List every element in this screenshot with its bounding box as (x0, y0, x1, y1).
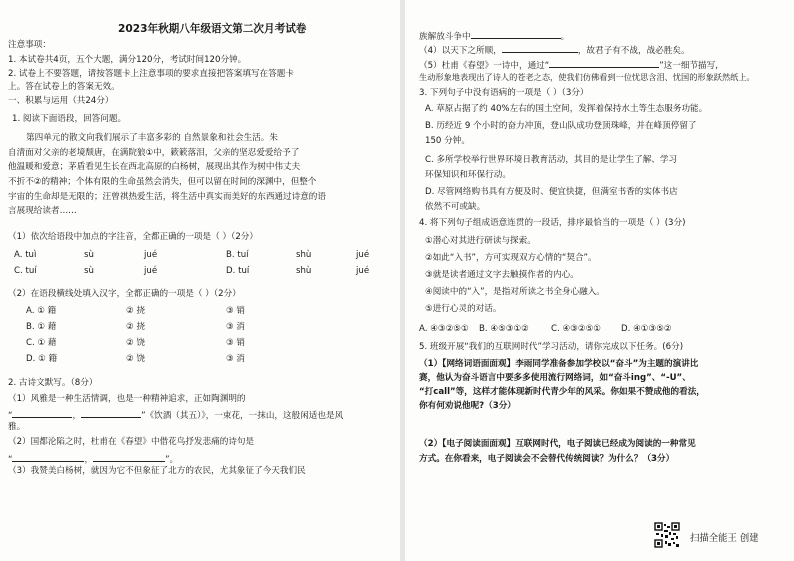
sub-question-2: （2）在语段横线处填入汉字，全都正确的一项是（ ）（2分） (8, 289, 241, 299)
scanner-watermark: 扫描全能王 创建 (690, 533, 759, 544)
q3-option-c-line-1: C. 多所学校举行世界环境日教育活动，其目的是让学生了解、学习 (425, 155, 678, 165)
passage-line-1: 第四单元的散文向我们展示了丰富多彩的 自然景象和社会生活。朱 (26, 133, 278, 143)
note-1: 1. 本试卷共4页，五个大题，满分120分，考试时间120分钟。 (8, 55, 247, 65)
recite-1-line-3: 雅。 (8, 422, 26, 432)
qr-code-icon (654, 522, 680, 548)
option-1b-2: jué (356, 250, 370, 260)
answer-blank (471, 29, 561, 39)
q5-task-1-line-4: 你有何劝说他呢?（3分） (419, 401, 516, 411)
option-2c-2: ③ 销 (226, 338, 246, 348)
option-2a-2: ③ 销 (226, 306, 246, 316)
q5-task-2-line-1: （2）【电子阅读面面观】互联网时代，电子阅读已经成为阅读的一种常见 (419, 439, 696, 449)
q4-sentence-5: ⑤进行心灵的对话。 (425, 304, 502, 314)
q3-option-c-line-2: 环保知识和环保行动。 (425, 170, 511, 180)
option-2a-0: A. ① 籍 (26, 306, 57, 316)
option-2d-0: D. ① 籍 (26, 354, 58, 364)
question-5: 5. 班级开展“我们的互联网时代”学习活动，请你完成以下任务。(6分) (419, 342, 684, 352)
q3-option-d-line-1: D. 尽管网络购书具有方便及时、便宜快捷，但满室书香的实体书店 (425, 187, 678, 197)
option-2d-2: ③ 消 (226, 354, 246, 364)
option-1a-1: sù (84, 250, 94, 260)
answer-blank (93, 452, 165, 462)
recite-4: （4）以天下之所顺， ，故君子有不战，战必胜矣。 (419, 43, 690, 57)
q5-task-2-line-2: 方式。在你看来，电子阅读会不会替代传统阅读？为什么？（3分） (419, 454, 675, 464)
q5-task-1-line-3: “打call”等，这样才能体现新时代青少年的风采。你如果不赞成他的看法， (419, 387, 705, 397)
option-1d-2: jué (356, 266, 370, 276)
option-1d-0: D. tuí (226, 266, 250, 276)
option-1d-1: shù (296, 266, 312, 276)
option-2b-1: ② 挠 (126, 322, 146, 332)
q3-option-b-line-1: B. 历经近 9 个小时的奋力冲顶，登山队成功登顶珠峰，并在峰顶停留了 (425, 121, 697, 131)
q4-sentence-3: ③就是读者通过文字去触摸作者的内心。 (425, 270, 579, 280)
section-1-heading: 一、积累与运用（共24分） (8, 96, 114, 106)
answer-blank (81, 408, 141, 418)
q4-sentence-4: ④阅读中的“入”，是指对所读之书全身心融入。 (425, 287, 605, 297)
option-2c-0: C. ① 藉 (26, 338, 57, 348)
passage-line-3: 他温暖和爱意；茅盾看见生长在西北高原的白杨树，展现出其作为树中伟丈夫 (8, 162, 301, 172)
recite-1-line-1: （1）风雅是一种生活情调，也是一种精神追求，正如陶渊明的 (8, 394, 246, 404)
recite-5-line-1: （5）杜甫《春望》一诗中，通过“ ”这一细节描写, (419, 58, 718, 72)
option-2b-2: ③ 消 (226, 322, 246, 332)
recite-2-line-2: “ ， ”。 (8, 452, 178, 466)
question-3: 3. 下列句子中没有语病的一项是（ ）（3分） (419, 88, 589, 98)
answer-blank (12, 408, 72, 418)
option-1c-0: C. tuí (14, 266, 37, 276)
answer-blank (12, 452, 84, 462)
option-1a-2: jué (144, 250, 158, 260)
q3-option-b-line-2: 150 分钟。 (425, 136, 470, 146)
q5-task-1-line-1: （1）【网络词语面面观】李雨同学准备参加学校以“奋斗”为主题的演讲比 (419, 359, 699, 369)
sub-question-1: （1）依次给语段中加点的字注音，全都正确的一项是（ ）（2分） (8, 232, 258, 242)
q4-option-c: C. ④③②⑤① (551, 324, 601, 334)
option-1c-1: sù (84, 266, 94, 276)
q4-option-d: D. ④①③⑤② (621, 324, 672, 334)
option-1a-0: A. tuì (14, 250, 37, 260)
recite-3-line-2: 族解放斗争中 。 (419, 29, 569, 43)
q4-sentence-2: ②如此“入书”，方可实现双方心情的“契合”。 (425, 253, 597, 263)
q4-option-b: B. ④⑤③①② (479, 324, 529, 334)
question-2: 2. 古诗文默写。（8分） (8, 378, 98, 388)
notes-header: 注意事项： (8, 40, 51, 50)
recite-1-line-2: “ ， ”《饮酒（其五）》，一束花，一抹山，这般闲适也是风 (8, 408, 343, 422)
note-2-line-2: 上。答在试卷上的答案无效。 (8, 82, 120, 92)
exam-title: 2023年秋期八年级语文第二次月考试卷 (118, 23, 307, 35)
passage-line-4: 不折不②的精神；个体有限的生命虽然会消失，但可以留在时间的深渊中，但整个 (8, 177, 317, 187)
option-2d-1: ② 饶 (126, 354, 146, 364)
recite-2-line-1: （2）国都沦陷之时，杜甫在《春望》中借花鸟抒发悲痛的诗句是 (8, 437, 255, 447)
q4-option-a: A. ④③②⑤① (419, 324, 469, 334)
note-2-line-1: 2. 试卷上不要答题，请按答题卡上注意事项的要求直接把答案填写在答题卡 (8, 69, 294, 79)
q3-option-a: A. 草原占据了约 40%左右的国土空间，发挥着保持水土等生态服务功能。 (425, 104, 708, 114)
answer-blank (502, 43, 578, 53)
passage-line-5: 宇宙的生命却是无限的；汪曾祺热爱生活，将生活中真实而美好的东西通过诗意的语 (8, 192, 326, 202)
right-page (405, 0, 794, 561)
recite-5-line-2: 生动形象地表现出了诗人的苍老之态，使我们仿佛看到一位忧思含泪、忧国的形象跃然纸上。 (419, 72, 755, 82)
option-2c-1: ② 饶 (126, 338, 146, 348)
option-1b-0: B. tuí (226, 250, 249, 260)
option-1c-2: jué (144, 266, 158, 276)
answer-blank (549, 58, 659, 68)
passage-line-2: 自清面对父亲的老境颓唐，在满院狼①中，簌簌落泪，父亲的坚忍爱爱给予了 (8, 148, 300, 158)
question-4: 4. 将下列句子组成语意连贯的一段话，排序最恰当的一项是（ ）(3分) (419, 218, 686, 228)
q5-task-1-line-2: 赛，他认为奋斗语言中要多多使用流行网络词，如“奋斗ing”、“-U”、 (419, 373, 691, 383)
recite-3-line-1: （3）我赞美白杨树，就因为它不但象征了北方的农民，尤其象征了今天我们民 (8, 466, 306, 476)
question-1: 1. 阅读下面语段，回答问题。 (12, 114, 127, 124)
q4-sentence-1: ①潜心对其进行研读与探索。 (425, 236, 536, 246)
option-1b-1: shù (296, 250, 312, 260)
option-2b-0: B. ① 藉 (26, 322, 57, 332)
q3-option-d-line-2: 依然不可或缺。 (425, 202, 486, 212)
passage-line-6: 言展现给读者…… (8, 206, 77, 216)
option-2a-1: ② 挠 (126, 306, 146, 316)
